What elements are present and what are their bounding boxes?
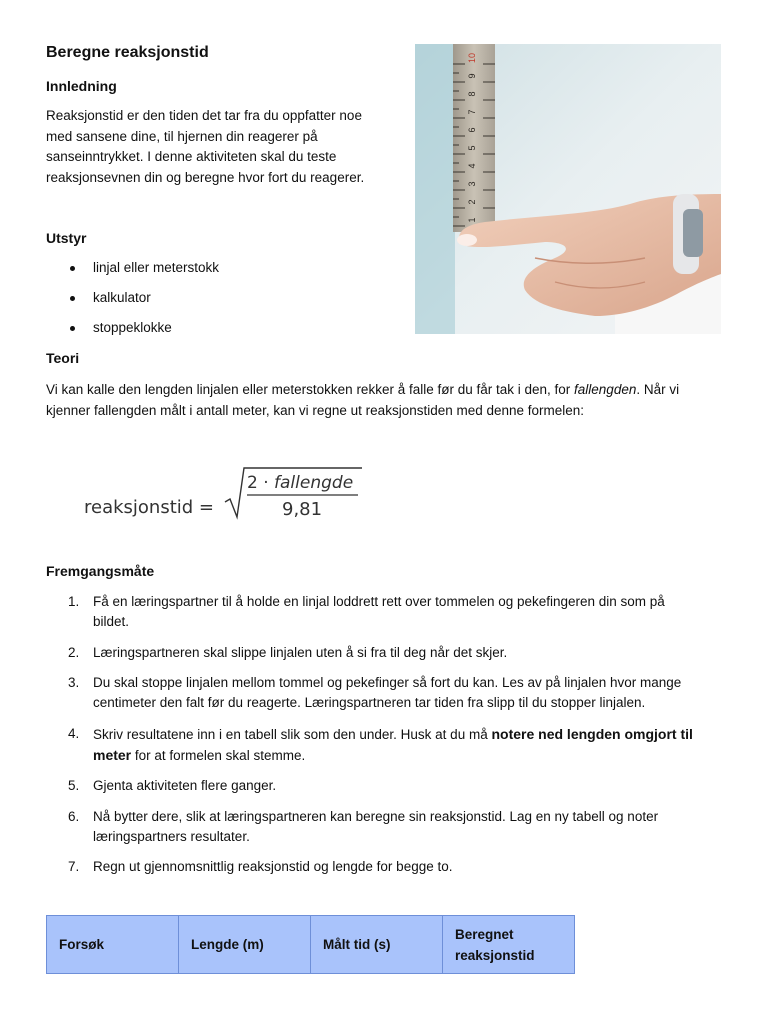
procedure-step — [46, 857, 716, 877]
step-text-part: for at formelen skal stemme. — [131, 747, 306, 763]
theory-paragraph — [46, 380, 736, 421]
theory-text: . Når vi — [636, 382, 680, 397]
table-header-row — [47, 916, 575, 974]
numerator-variable: fallengde — [274, 473, 354, 493]
ruler-number: 9 — [467, 73, 477, 79]
theory-text: Vi kan kalle den lengden linjalen eller meterstokken rekker å falle før du får tak i den, for — [46, 382, 575, 397]
step-text: Du skal stoppe linjalen mellom tommel og pekefinger så fort du kan. Les av på linjalen hvor mange — [93, 675, 682, 690]
step-text — [93, 745, 716, 766]
step-number: 5. — [68, 778, 80, 793]
step-text-part: Skriv resultatene inn i en tabell slik som den under. Husk at du må — [93, 726, 492, 742]
procedure-step — [46, 776, 716, 796]
ruler-hand-illustration — [415, 44, 721, 334]
intro-paragraph — [46, 106, 406, 188]
step-text: læringspartners resultater. — [93, 828, 250, 844]
intro-line: reaksjonsevnen din og beregne hvor fort du reagerer. — [46, 169, 365, 185]
fingernail — [457, 234, 477, 246]
step-number: 6. — [68, 808, 80, 824]
step-text: centimeter den falt før du reagerte. Læringspartneren tar tiden fra slipp til du stopper linjalen. — [93, 695, 646, 710]
ruler-number: 7 — [467, 109, 477, 115]
equipment-heading: Utstyr — [46, 230, 87, 246]
table-header-cell: Målt tid (s) — [311, 916, 443, 974]
step-number: 7. — [68, 859, 80, 874]
step-number: 1. — [68, 594, 80, 609]
theory-line-2: kjenner fallengden målt i antall meter, kan vi regne ut reaksjonstiden med denne formelen: — [46, 402, 585, 418]
equipment-item: kalkulator — [46, 288, 219, 318]
formula-denominator: 9,81 — [282, 499, 323, 520]
step-text: Få en læringspartner til å holde en linjal loddrett rett over tommelen og pekefingeren din som på — [93, 594, 665, 609]
procedure-step — [46, 807, 716, 847]
procedure-list — [46, 592, 716, 888]
step-emphasis: notere ned lengden omgjort til — [491, 725, 693, 742]
theory-heading: Teori — [46, 350, 80, 366]
ruler-hand-photo — [415, 44, 721, 334]
ruler-number: 6 — [467, 127, 477, 133]
ruler-number: 1 — [467, 217, 477, 223]
ruler-number: 10 — [467, 52, 477, 64]
intro-line: med sansene dine, til hjernen din reagerer på — [46, 128, 318, 144]
table-header-cell: Beregnet reaksjonstid — [443, 916, 575, 974]
procedure-step — [46, 643, 716, 663]
page-title: Beregne reaksjonstid — [46, 44, 209, 61]
step-text: bildet. — [93, 614, 130, 629]
procedure-step — [46, 724, 716, 766]
results-table — [46, 915, 575, 974]
step-text: Gjenta aktiviteten flere ganger. — [93, 778, 277, 793]
step-emphasis: meter — [93, 746, 132, 763]
procedure-step — [46, 592, 716, 632]
intro-heading: Innledning — [46, 78, 117, 94]
formula-numerator — [247, 473, 353, 493]
equipment-item: linjal eller meterstokk — [46, 258, 219, 288]
table-header-cell: Lengde (m) — [179, 916, 311, 974]
ruler-number: 8 — [467, 91, 477, 97]
ruler-number: 2 — [467, 199, 477, 205]
ruler-number: 5 — [467, 145, 477, 151]
equipment-item: stoppeklokke — [46, 318, 219, 348]
theory-line-1 — [46, 380, 736, 401]
fallengden-term: fallengden — [574, 382, 637, 397]
procedure-step — [46, 673, 716, 713]
step-text: Regn ut gjennomsnittlig reaksjonstid og lengde for begge to. — [93, 859, 453, 874]
step-text: Nå bytter dere, slik at læringspartneren kan beregne sin reaksjonstid. Lag en ny tabell og noter — [93, 808, 659, 824]
formula-lhs: reaksjonstid = — [84, 497, 214, 518]
step-number: 2. — [68, 644, 80, 660]
step-text: Læringspartneren skal slippe linjalen uten å si fra til deg når det skjer. — [93, 644, 508, 660]
numerator-factor: 2 · — [247, 473, 275, 493]
equipment-list — [46, 258, 219, 348]
reaction-time-formula — [84, 462, 384, 532]
intro-line: Reaksjonstid er den tiden det tar fra du oppfatter noe — [46, 108, 362, 123]
step-number: 4. — [68, 725, 80, 741]
ruler-number: 4 — [467, 163, 477, 169]
procedure-heading: Fremgangsmåte — [46, 563, 155, 579]
step-text — [93, 724, 716, 745]
ruler-number: 3 — [467, 181, 477, 187]
intro-line: sanseinntrykket. I denne aktiviteten skal du teste — [46, 149, 337, 164]
table-header-cell: Forsøk — [47, 916, 179, 974]
step-number: 3. — [68, 675, 80, 690]
